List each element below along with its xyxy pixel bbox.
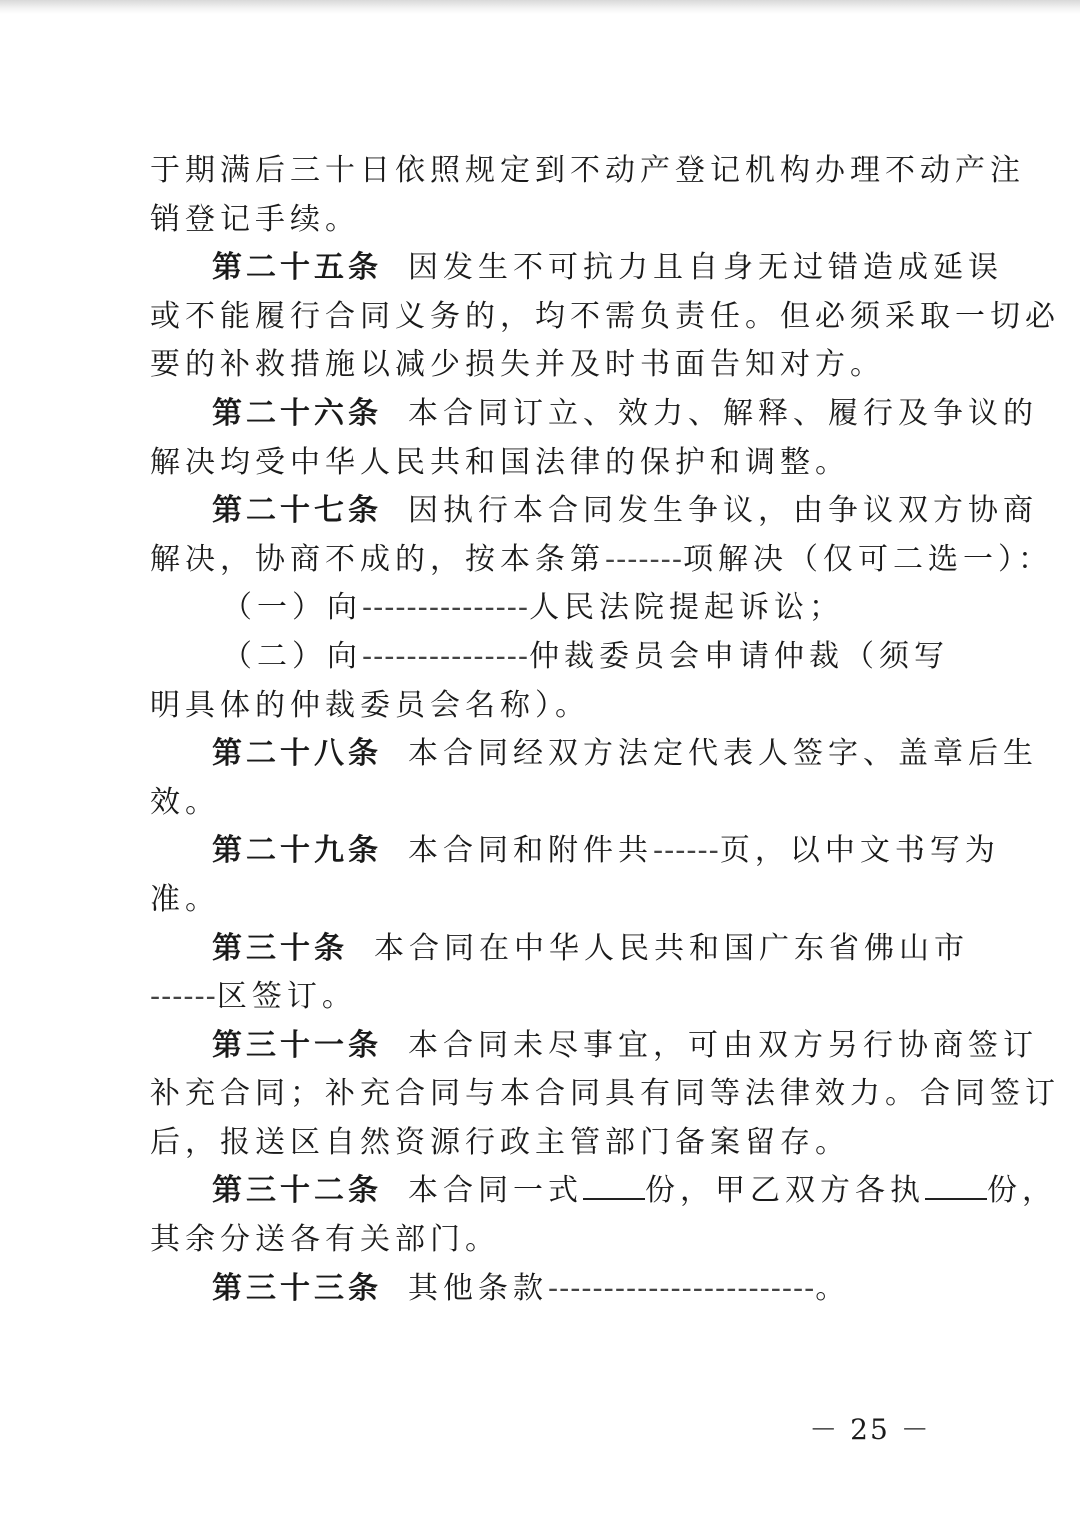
line-text: （二）向 [222,638,362,674]
paragraph-line [150,1119,920,1168]
article-heading: 第三十条 [212,930,348,966]
article-heading: 第二十七条 [212,493,382,529]
line-text: 。 [815,1270,851,1306]
article-32 [150,1167,1057,1216]
paragraph-line [150,341,920,390]
line-text: 于期满后三十日依照规定到不动产登记机构办理不动产注 [150,153,1025,188]
line-text: 解决均受中华人民共和国法律的保护和调整。 [150,444,850,480]
line-text: 本合同在中华人民共和国广东省佛山市 [374,930,969,966]
article-heading: 第二十五条 [212,250,382,286]
fill-in-blank: ------- [605,541,683,577]
article-heading: 第三十一条 [212,1027,382,1063]
paragraph-line [150,439,920,488]
line-text: 销登记手续。 [150,201,360,237]
fill-in-blank: --------------- [362,638,530,674]
paragraph-line [150,536,1053,585]
paragraph-line [150,147,1025,196]
line-text: 仲裁委员会申请仲裁（须写 [529,638,950,674]
paragraph-line [150,293,1060,342]
underline-blank [925,1172,987,1200]
line-text: 后，报送区自然资源行政主管部门备案留存。 [150,1124,850,1160]
line-text: （一）向 [222,590,362,626]
line-text: 项解决（仅可二选一）： [682,541,1053,577]
article-heading: 第三十三条 [212,1270,382,1306]
line-text: 或不能履行合同义务的，均不需负责任。但必须采取一切必 [150,298,1060,334]
line-text: 份， [987,1173,1057,1209]
article-26 [150,390,1038,439]
line-text: 本合同订立、效力、解释、履行及争议的 [408,395,1038,431]
article-25 [150,244,1003,293]
option-two [150,633,950,682]
article-33 [150,1265,920,1314]
line-text: 本合同未尽事宜，可由双方另行协商签订 [408,1027,1038,1063]
line-text: 份，甲乙双方各执 [645,1173,925,1209]
line-text: 人民法院提起诉讼； [529,590,845,626]
fill-in-blank: ------ [150,979,217,1015]
article-30 [150,925,969,974]
line-text: 效。 [150,784,220,820]
paragraph-line [150,1070,1060,1119]
paragraph-line [150,876,920,925]
line-text: 本合同一式 [408,1173,583,1209]
article-heading: 第二十八条 [212,736,382,772]
line-text: 区签订。 [216,979,357,1015]
line-text: 要的补救措施以减少损失并及时书面告知对方。 [150,347,885,383]
line-text: 页，以中文书写为 [719,833,1000,869]
contract-page-body [150,147,1060,1313]
line-text: 其他条款 [408,1270,548,1306]
line-text: 补充合同；补充合同与本合同具有同等法律效力。合同签订 [150,1076,1060,1112]
page-number: － 25 － [809,1413,931,1446]
article-heading: 第三十二条 [212,1173,382,1209]
fill-in-blank: ------ [653,833,720,869]
paragraph-line [150,682,920,731]
article-27 [150,487,1038,536]
fill-in-blank: ------------------------ [548,1270,816,1306]
paragraph-line [150,779,920,828]
line-text: 解决，协商不成的，按本条第 [150,541,605,577]
article-31 [150,1022,1038,1071]
line-text: 因执行本合同发生争议，由争议双方协商 [408,493,1038,529]
article-29 [150,827,1000,876]
article-28 [150,730,1038,779]
underline-blank [583,1172,645,1200]
paragraph-line [150,1216,920,1265]
line-text: 明具体的仲裁委员会名称）。 [150,687,590,723]
line-text: 其余分送各有关部门。 [150,1222,500,1258]
scan-top-edge [0,0,1080,14]
article-heading: 第二十九条 [212,833,382,869]
line-text: 本合同和附件共 [408,833,653,869]
article-heading: 第二十六条 [212,395,382,431]
paragraph-line [150,973,920,1022]
fill-in-blank: --------------- [362,590,530,626]
line-text: 准。 [150,881,220,917]
option-one [150,584,920,633]
line-text: 本合同经双方法定代表人签字、盖章后生 [408,736,1038,772]
line-text: 因发生不可抗力且自身无过错造成延误 [408,250,1003,286]
paragraph-line [150,196,920,245]
